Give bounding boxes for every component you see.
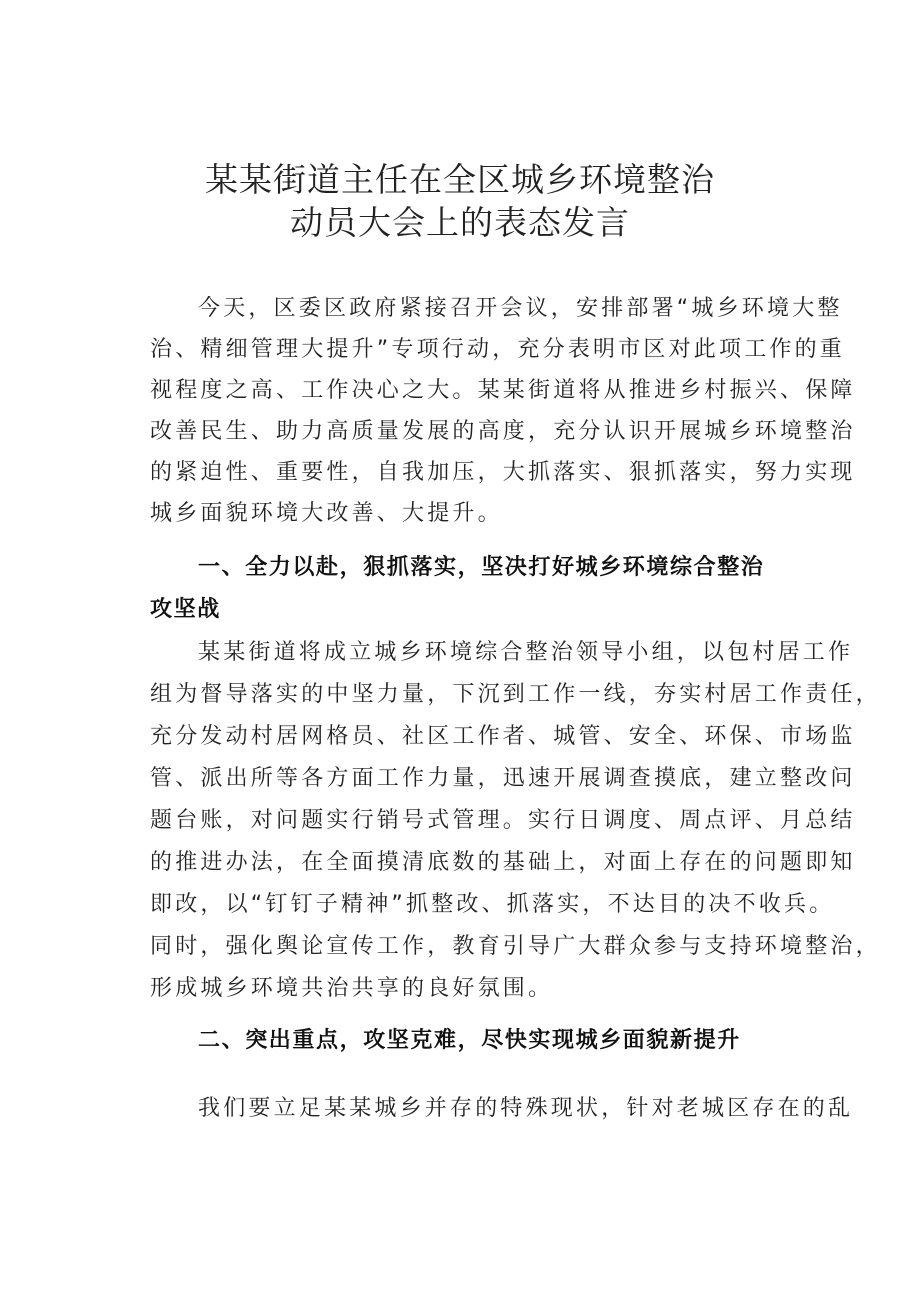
section-heading-line: 二、突出重点，攻坚克难，尽快实现城乡面貌新提升 bbox=[198, 1028, 741, 1053]
paragraph-line: 同时，强化舆论宣传工作，教育引导广大群众参与支持环境整治， bbox=[150, 934, 881, 959]
paragraph-line: 视程度之高、工作决心之大。某某街道将从推进乡村振兴、保障 bbox=[150, 378, 856, 403]
document-title-line-1: 某某街道主任在全区城乡环境整治 bbox=[205, 160, 715, 199]
paragraph-line: 的推进办法，在全面摸清底数的基础上，对面上存在的问题即知 bbox=[150, 850, 856, 875]
paragraph-line: 治、精细管理大提升”专项行动，充分表明市区对此项工作的重 bbox=[150, 337, 845, 362]
paragraph-line: 即改，以“钉钉子精神”抓整改、抓落实，不达目的决不收兵。 bbox=[150, 892, 835, 917]
paragraph-line: 管、派出所等各方面工作力量，迅速开展调查摸底，建立整改问 bbox=[150, 766, 856, 791]
paragraph-line: 某某街道将成立城乡环境综合整治领导小组，以包村居工作 bbox=[198, 640, 854, 665]
section-heading-line: 攻坚战 bbox=[150, 597, 221, 622]
paragraph-line: 形成城乡环境共治共享的良好氛围。 bbox=[150, 976, 554, 1001]
paragraph-line: 组为督导落实的中坚力量，下沉到工作一线，夯实村居工作责任， bbox=[150, 682, 881, 707]
paragraph-line: 城乡面貌环境大改善、大提升。 bbox=[150, 501, 503, 526]
paragraph-line: 改善民生、助力高质量发展的高度，充分认识开展城乡环境整治 bbox=[150, 419, 856, 444]
paragraph-line: 我们要立足某某城乡并存的特殊现状，针对老城区存在的乱 bbox=[198, 1096, 854, 1121]
paragraph-line: 的紧迫性、重要性，自我加压，大抓落实、狠抓落实，努力实现 bbox=[150, 460, 856, 485]
paragraph-line: 今天，区委区政府紧接召开会议，安排部署“城乡环境大整 bbox=[198, 296, 843, 321]
paragraph-line: 题台账，对问题实行销号式管理。实行日调度、周点评、月总结 bbox=[150, 808, 856, 833]
section-heading-line: 一、全力以赴，狠抓落实，坚决打好城乡环境综合整治 bbox=[198, 555, 765, 580]
paragraph-line: 充分发动村居网格员、社区工作者、城管、安全、环保、市场监 bbox=[150, 724, 856, 749]
document-title-line-2: 动员大会上的表态发言 bbox=[290, 203, 630, 242]
